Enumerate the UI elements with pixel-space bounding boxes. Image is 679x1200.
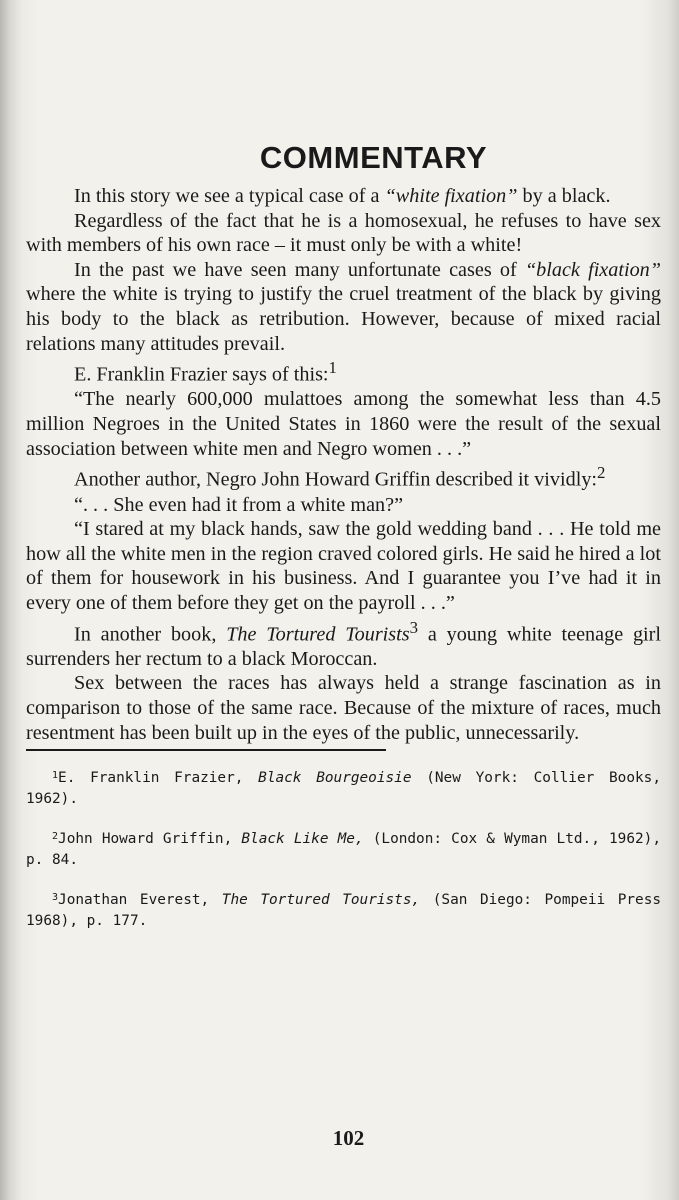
text-run: E. Franklin Frazier,	[58, 770, 259, 787]
page-number: 102	[332, 1126, 365, 1150]
text-run: “I stared at my black hands, saw the gold wedding band . . . He told me how all the white men in the region craved colored girls. He said he hired a lot of them for housework in his business. And I guarantee you I’ve had it in every one of them before they get on the payroll . . .”	[26, 518, 661, 614]
footnotes	[26, 765, 661, 932]
paragraph	[26, 461, 661, 492]
text-run: Sex between the races has always held a strange fascination as in comparison to those of the same race. Because of the mixture of races, much resentment has been built up in the eyes of the public, unnecessarily.	[26, 672, 661, 744]
footnote-ref: 1	[328, 358, 337, 378]
body-text	[26, 184, 661, 745]
text-run: (San Diego: Pompeii Press 1968), p. 177.	[26, 892, 662, 930]
footnote	[26, 765, 661, 810]
text-run: Jonathan Everest,	[58, 892, 222, 909]
italic-text: “black fixation”	[524, 258, 661, 281]
text-run: “. . . She even had it from a white man?”	[74, 493, 404, 516]
paragraph	[26, 517, 661, 615]
paragraph	[26, 258, 661, 356]
text-run: Regardless of the fact that he is a homosexual, he refuses to have sex with members of his own race – it must only be with a white!	[26, 209, 661, 257]
italic-text: Black Bourgeoisie	[258, 770, 412, 787]
text-run: by a black.	[517, 185, 611, 207]
text-run: a young white teenage girl surrenders her rectum to a black Moroccan.	[26, 623, 661, 670]
text-run: Another author, Negro John Howard Griffin described it vividly:	[74, 469, 598, 491]
page-title: COMMENTARY	[259, 140, 488, 175]
italic-text: The Tortured Tourists,	[221, 892, 421, 909]
footnote-ref: 2	[597, 463, 606, 483]
text-run: “The nearly 600,000 mulattoes among the somewhat less than 4.5 million Negroes in the United States in 1860 were the result of the sexual association between white men and Negro women . . .”	[26, 388, 661, 460]
italic-text: Black Like Me,	[241, 831, 364, 848]
footnote	[26, 826, 661, 871]
paragraph	[26, 209, 661, 258]
footnote-ref: 2	[52, 831, 59, 843]
text-run: (New York: Collier Books, 1962).	[26, 770, 661, 808]
text-run: John Howard Griffin,	[58, 831, 242, 848]
text-run: In another book,	[74, 623, 227, 646]
italic-text: “white fixation”	[384, 185, 518, 207]
text-run: E. Franklin Frazier says of this:	[74, 363, 329, 386]
footnote-ref: 1	[52, 770, 59, 782]
paragraph	[26, 671, 661, 745]
footnote	[26, 887, 661, 932]
paragraph	[26, 387, 661, 461]
paragraph	[26, 493, 661, 518]
footnote-ref: 3	[52, 892, 59, 904]
italic-text: The Tortured Tourists	[226, 623, 410, 646]
page-content	[26, 138, 661, 948]
text-run: In this story we see a typical case of a	[74, 185, 385, 207]
text-run: where the white is trying to justify the cruel treatment of the black by giving his body to the black as retribution. However, because of mixed racial relations many attitudes prevail.	[26, 283, 661, 355]
paragraph	[26, 356, 661, 387]
paragraph	[26, 184, 661, 209]
text-run: In the past we have seen many unfortunate cases of	[74, 258, 525, 281]
paragraph	[26, 616, 661, 672]
text-run: (London: Cox & Wyman Ltd., 1962), p. 84.	[26, 831, 661, 869]
footnote-divider	[26, 749, 386, 751]
footnote-ref: 3	[409, 617, 419, 637]
